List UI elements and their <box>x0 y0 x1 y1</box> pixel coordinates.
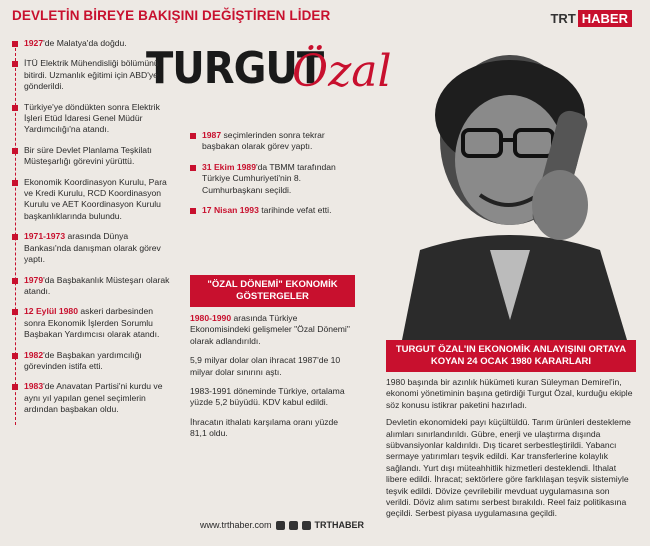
event-highlight: 1971-1973 <box>24 231 66 242</box>
title-second: Özal <box>292 46 392 97</box>
event-text: askeri darbesinden sonra Ekonomik İşlerden Sorumlu Başbakan Yardımcısı olarak atandı. <box>24 306 160 340</box>
timeline-event <box>12 58 172 92</box>
event-text: arasında Dünya Bankası'nda danışman olarak görev yaptı. <box>24 231 161 265</box>
timeline-dot <box>12 61 18 67</box>
event-highlight: 17 Nisan 1993 <box>202 205 259 216</box>
mid-p4: İhracatın ithalatı karşılama oranı yüzde 81,1 oldu. <box>190 416 339 439</box>
footer-site[interactable]: www.trthaber.com <box>200 520 272 530</box>
social-icon[interactable] <box>276 521 285 530</box>
event-highlight: 12 Eylül 1980 <box>24 306 78 317</box>
event-text: 'da TBMM tarafından Türkiye Cumhuriyeti'nin 8. Cumhurbaşkanı seçildi. <box>202 161 336 195</box>
event-text: Ekonomik Koordinasyon Kurulu, Para ve Kredi Kurulu, RCD Koordinasyon Kurulu ve AET Koordinasyon Kurulu başkanlıklarında bulundu. <box>24 176 167 221</box>
event-text: Türkiye'ye döndükten sonra Elektrik İşleri Etüd İdaresi Genel Müdür Yardımcılığı'na atandı. <box>24 101 160 135</box>
timeline-event <box>12 381 172 415</box>
event-text: 'de Anavatan Partisi'ni kurdu ve aynı yıl yapılan genel seçimlerin ardından başbakan oldu. <box>24 381 163 415</box>
event-highlight: 1983 <box>24 381 44 392</box>
timeline-event <box>190 205 355 216</box>
event-highlight: 1987 <box>202 130 222 140</box>
timeline-dot <box>190 165 196 171</box>
timeline-left <box>12 38 172 425</box>
timeline-event <box>190 130 355 153</box>
timeline-dot <box>12 278 18 284</box>
event-highlight: 1982 <box>24 349 44 360</box>
timeline-event <box>12 306 172 340</box>
event-highlight: 31 Ekim 1989 <box>202 161 256 172</box>
timeline-event <box>190 162 355 196</box>
timeline-dot <box>190 208 196 214</box>
event-text: tarihinde vefat etti. <box>258 205 332 216</box>
event-text: 'de Malatya'da doğdu. <box>43 38 127 48</box>
timeline-event <box>12 231 172 265</box>
event-highlight: 1927 <box>24 38 44 48</box>
timeline-event <box>12 177 172 223</box>
event-text: 'da Başbakanlık Müsteşarı olarak atandı. <box>24 274 170 296</box>
ocak-kararlari-section <box>386 340 636 520</box>
timeline-event <box>12 38 172 49</box>
event-text: 'de Başbakan yardımcılığı görevinden istifa etti. <box>24 349 142 371</box>
event-text: İTÜ Elektrik Mühendisliği bölümünü bitirdi. Uzmanlık eğitimi için ABD'ye gönderildi. <box>24 58 159 92</box>
timeline-dot <box>190 133 196 139</box>
timeline-dot <box>12 180 18 186</box>
footer <box>200 520 364 530</box>
mid-p1-text: arasında Türkiye Ekonomisindeki gelişmeler "Özal Dönemi" olarak adlandırıldı. <box>190 313 350 346</box>
header-title: DEVLETİN BİREYE BAKIŞINI DEĞİŞTİREN LİDER <box>12 8 331 23</box>
ozal-donemi-box: "ÖZAL DÖNEMİ" EKONOMİK GÖSTERGELER <box>190 275 355 307</box>
timeline-dot <box>12 105 18 111</box>
ocak-kararlari-head: TURGUT ÖZAL'IN EKONOMİK ANLAYIŞINI ORTAYA KOYAN 24 OCAK 1980 KARARLARI <box>386 340 636 372</box>
mid-p2: 5,9 milyar dolar olan ihracat 1987'de 10 milyar dolar sınırını aştı. <box>190 355 341 377</box>
logo-trt: TRT <box>550 11 576 26</box>
timeline-event <box>12 145 172 168</box>
mid-p1-hi: 1980-1990 <box>190 313 232 323</box>
timeline-dot <box>12 353 18 359</box>
timeline-event <box>12 350 172 373</box>
event-highlight: 1979 <box>24 274 44 285</box>
timeline-dot <box>12 41 18 47</box>
timeline-dot <box>12 234 18 240</box>
ozal-donemi-section <box>190 275 355 440</box>
social-icon[interactable] <box>289 521 298 530</box>
portrait-photo <box>360 20 640 350</box>
timeline-dot <box>12 384 18 390</box>
event-text: seçimlerinden sonra tekrar başbakan olarak görev yaptı. <box>202 130 325 152</box>
event-text: Bir süre Devlet Planlama Teşkilatı Müsteşarlığı görevini yürüttü. <box>24 144 152 167</box>
mid-p3: 1983-1991 döneminde Türkiye, ortalama yüzde 5,2 büyüdü. KDV kabul edildi. <box>190 386 345 408</box>
social-icon[interactable] <box>302 521 311 530</box>
logo-haber: HABER <box>578 10 632 27</box>
right-p1: 1980 başında bir azınlık hükümeti kuran Süleyman Demirel'in, ekonomi yönetiminin başına getirdiği Turgut Özal, kurduğu ekiple söz konusu istikrar paketini hazırladı. <box>386 377 633 410</box>
timeline-dot <box>12 148 18 154</box>
footer-handle: TRTHABER <box>314 520 365 530</box>
timeline-event <box>12 275 172 298</box>
timeline-mid <box>190 130 355 225</box>
title-first: TURGUT <box>146 44 324 94</box>
mid-p1 <box>190 313 355 347</box>
timeline-dot <box>12 309 18 315</box>
timeline-event <box>12 102 172 136</box>
right-p2: Devletin ekonomideki payı küçültüldü. Tarım ürünleri destekleme alımları sınırlandırıldı. Gübre, enerji ve ulaştırma dışında sübvansiyonlar kaldırıldı. Dış ticaret serbestleştirildi. Yabancı sermaye yatırımları teşvik edildi. Kar transferlerine kolaylık sağlandı. Yurt dışı müteahhitlik hizmetleri desteklendi. İthalat libere edildi. İhracat; sektörlere göre farklılaşan teşvik sistemiyle teşvik edildi. Dövize çevrilebilir mevduat uygulamasına son verildi. Döviz alım satımı serbest bırakıldı. Reel faiz politikasına geçildi. Serbest piyasa uygulamasına geçildi. <box>386 417 631 519</box>
